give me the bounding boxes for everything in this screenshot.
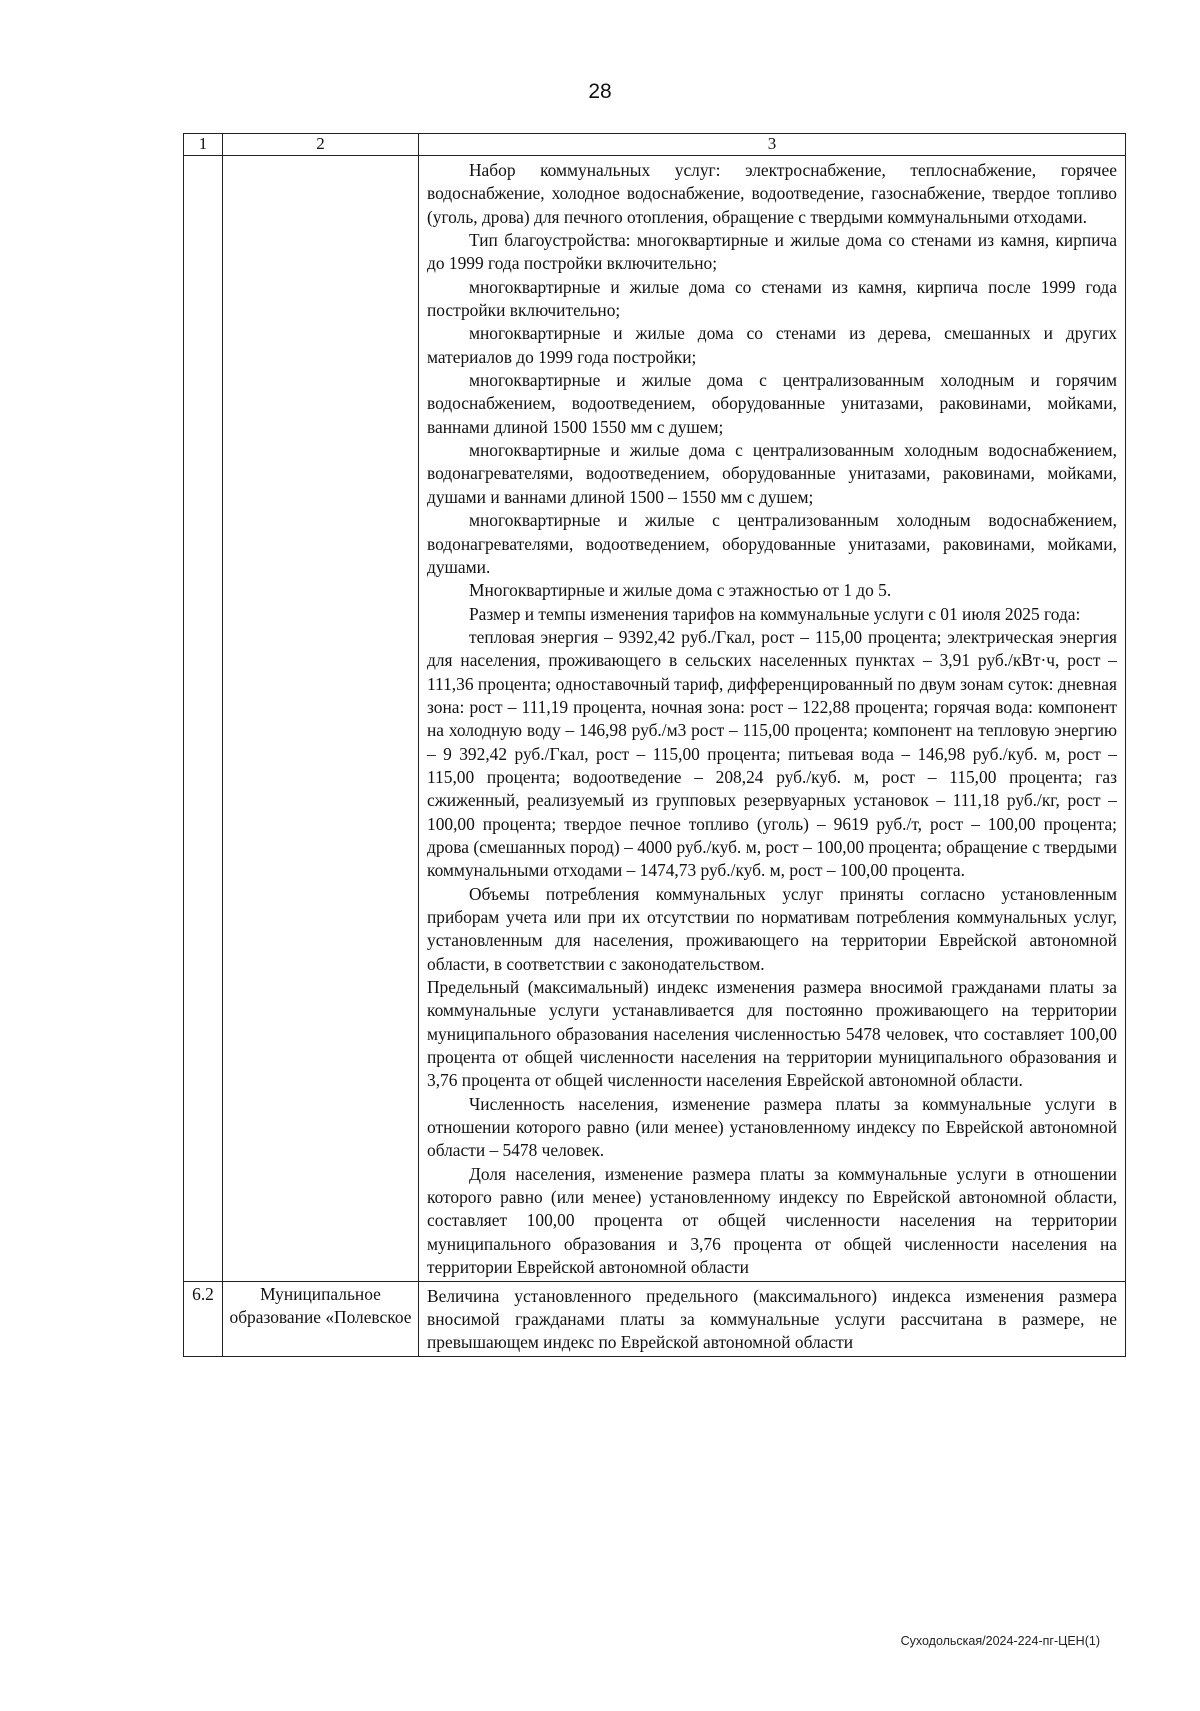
paragraph: Многоквартирные и жилые дома с этажностью от 1 до 5. [469, 580, 892, 601]
document-reference: Суходольская/2024-224-пг-ЦЕН(1) [900, 1634, 1100, 1648]
paragraph: тепловая энергия – 9392,42 руб./Гкал, рост – 115,00 процента; электрическая энергия для населения, проживающего в сельских населенных пунктах – 3,91 руб./кВт·ч, рост – 111,36 процента; одноставочный тариф, дифференцированный по двум зонам суток: дневная зона: рост – 111,19 процента, ночная зона: рост – 122,88 процента; горячая вода: компонент на холодную воду – 146,98 руб./м3 рост – 115,00 процента; компонент на тепловую энергию – 9 392,42 руб./Гкал, рост – 115,00 процента; питьевая вода – 146,98 руб./куб. м, рост – 115,00 процента; водоотведение – 208,24 руб./куб. м, рост – 115,00 процента; газ сжиженный, реализуемый из групповых резервуарных установок – 111,18 руб./кг, рост – 100,00 процента; твердое печное топливо (уголь) – 9619 руб./т, рост – 100,00 процента; дрова (смешанных пород) – 4000 руб./куб. м, рост – 100,00 процента; обращение с твердыми коммунальными отходами – 1474,73 руб./куб. м, рост – 100,00 процента. [427, 626, 1117, 881]
paragraph: Численность населения, изменение размера платы за коммунальные услуги в отношении которого равно (или менее) установленному индексу по Еврейской автономной области – 5478 человек. [427, 1093, 1117, 1161]
paragraph: Доля населения, изменение размера платы за коммунальные услуги в отношении которого равно (или менее) установленному индексу по Еврейской автономной области, составляет 100,00 процента от общей численности населения на территории муниципального образования и 3,76 процента от общей численности населения на территории Еврейской автономной области [427, 1163, 1117, 1278]
paragraph: многоквартирные и жилые дома с централизованным холодным водоснабжением, водонагревателями, водоотведением, оборудованные унитазами, раковинами, мойками, душами и ваннами длиной 1500 – 1550 мм с душем; [427, 440, 1117, 507]
header-col-2: 2 [223, 134, 419, 156]
cell-index-description: Величина установленного предельного (максимального) индекса изменения размера вносимой гражданами платы за коммунальные услуги рассчитана в размере, не превышающем индекс по Еврейской автономной области [419, 1281, 1126, 1356]
table-row-6-2 [184, 1281, 1126, 1356]
paragraph: Размер и темпы изменения тарифов на коммунальные услуги с 01 июля 2025 года: [469, 603, 1081, 624]
cell-row-number: 6.2 [184, 1281, 223, 1356]
cell-municipality: Муниципальное образование «Полевское [223, 1281, 419, 1356]
paragraph: многоквартирные и жилые с централизованным холодным водоснабжением, водонагревателями, водоотведением, оборудованные унитазами, раковинами, мойками, душами. [427, 510, 1117, 577]
paragraph: многоквартирные и жилые дома со стенами из дерева, смешанных и других материалов до 1999 года постройки; [427, 323, 1117, 367]
paragraph: Предельный (максимальный) индекс изменения размера вносимой гражданами платы за коммунальные услуги устанавливается для постоянно проживающего на территории муниципального образования населения численностью 5478 человек, что составляет 100,00 процента от общей численности населения на территории муниципального образования и 3,76 процента от общей численности населения Еврейской автономной области. [427, 977, 1117, 1091]
table-row-continued [184, 156, 1126, 1282]
page-number: 28 [588, 80, 612, 103]
table-header-row [184, 134, 1126, 156]
paragraph: многоквартирные и жилые дома со стенами из камня, кирпича после 1999 года постройки включительно; [427, 276, 1117, 321]
cell-municipality-empty [223, 156, 419, 1282]
tariff-table [183, 133, 1126, 1357]
cell-description [419, 156, 1126, 1282]
cell-number-empty [184, 156, 223, 1282]
paragraph: Тип благоустройства: многоквартирные и жилые дома со стенами из камня, кирпича до 1999 года постройки включительно; [427, 230, 1117, 274]
paragraph: многоквартирные и жилые дома с централизованным холодным и горячим водоснабжением, водоотведением, оборудованные унитазами, раковинами, мойками, ваннами длиной 1500 1550 мм с душем; [427, 370, 1117, 437]
header-col-1: 1 [184, 134, 223, 156]
paragraph: Объемы потребления коммунальных услуг приняты согласно установленным приборам учета или при их отсутствии по нормативам потребления коммунальных услуг, установленным для населения, проживающего на территории Еврейской автономной области, в соответствии с законодательством. [427, 883, 1117, 974]
paragraph: Набор коммунальных услуг: электроснабжение, теплоснабжение, горячее водоснабжение, холодное водоснабжение, водоотведение, газоснабжение, твердое топливо (уголь, дрова) для печного отопления, обращение с твердыми коммунальными отходами. [427, 160, 1117, 227]
header-col-3: 3 [419, 134, 1126, 156]
